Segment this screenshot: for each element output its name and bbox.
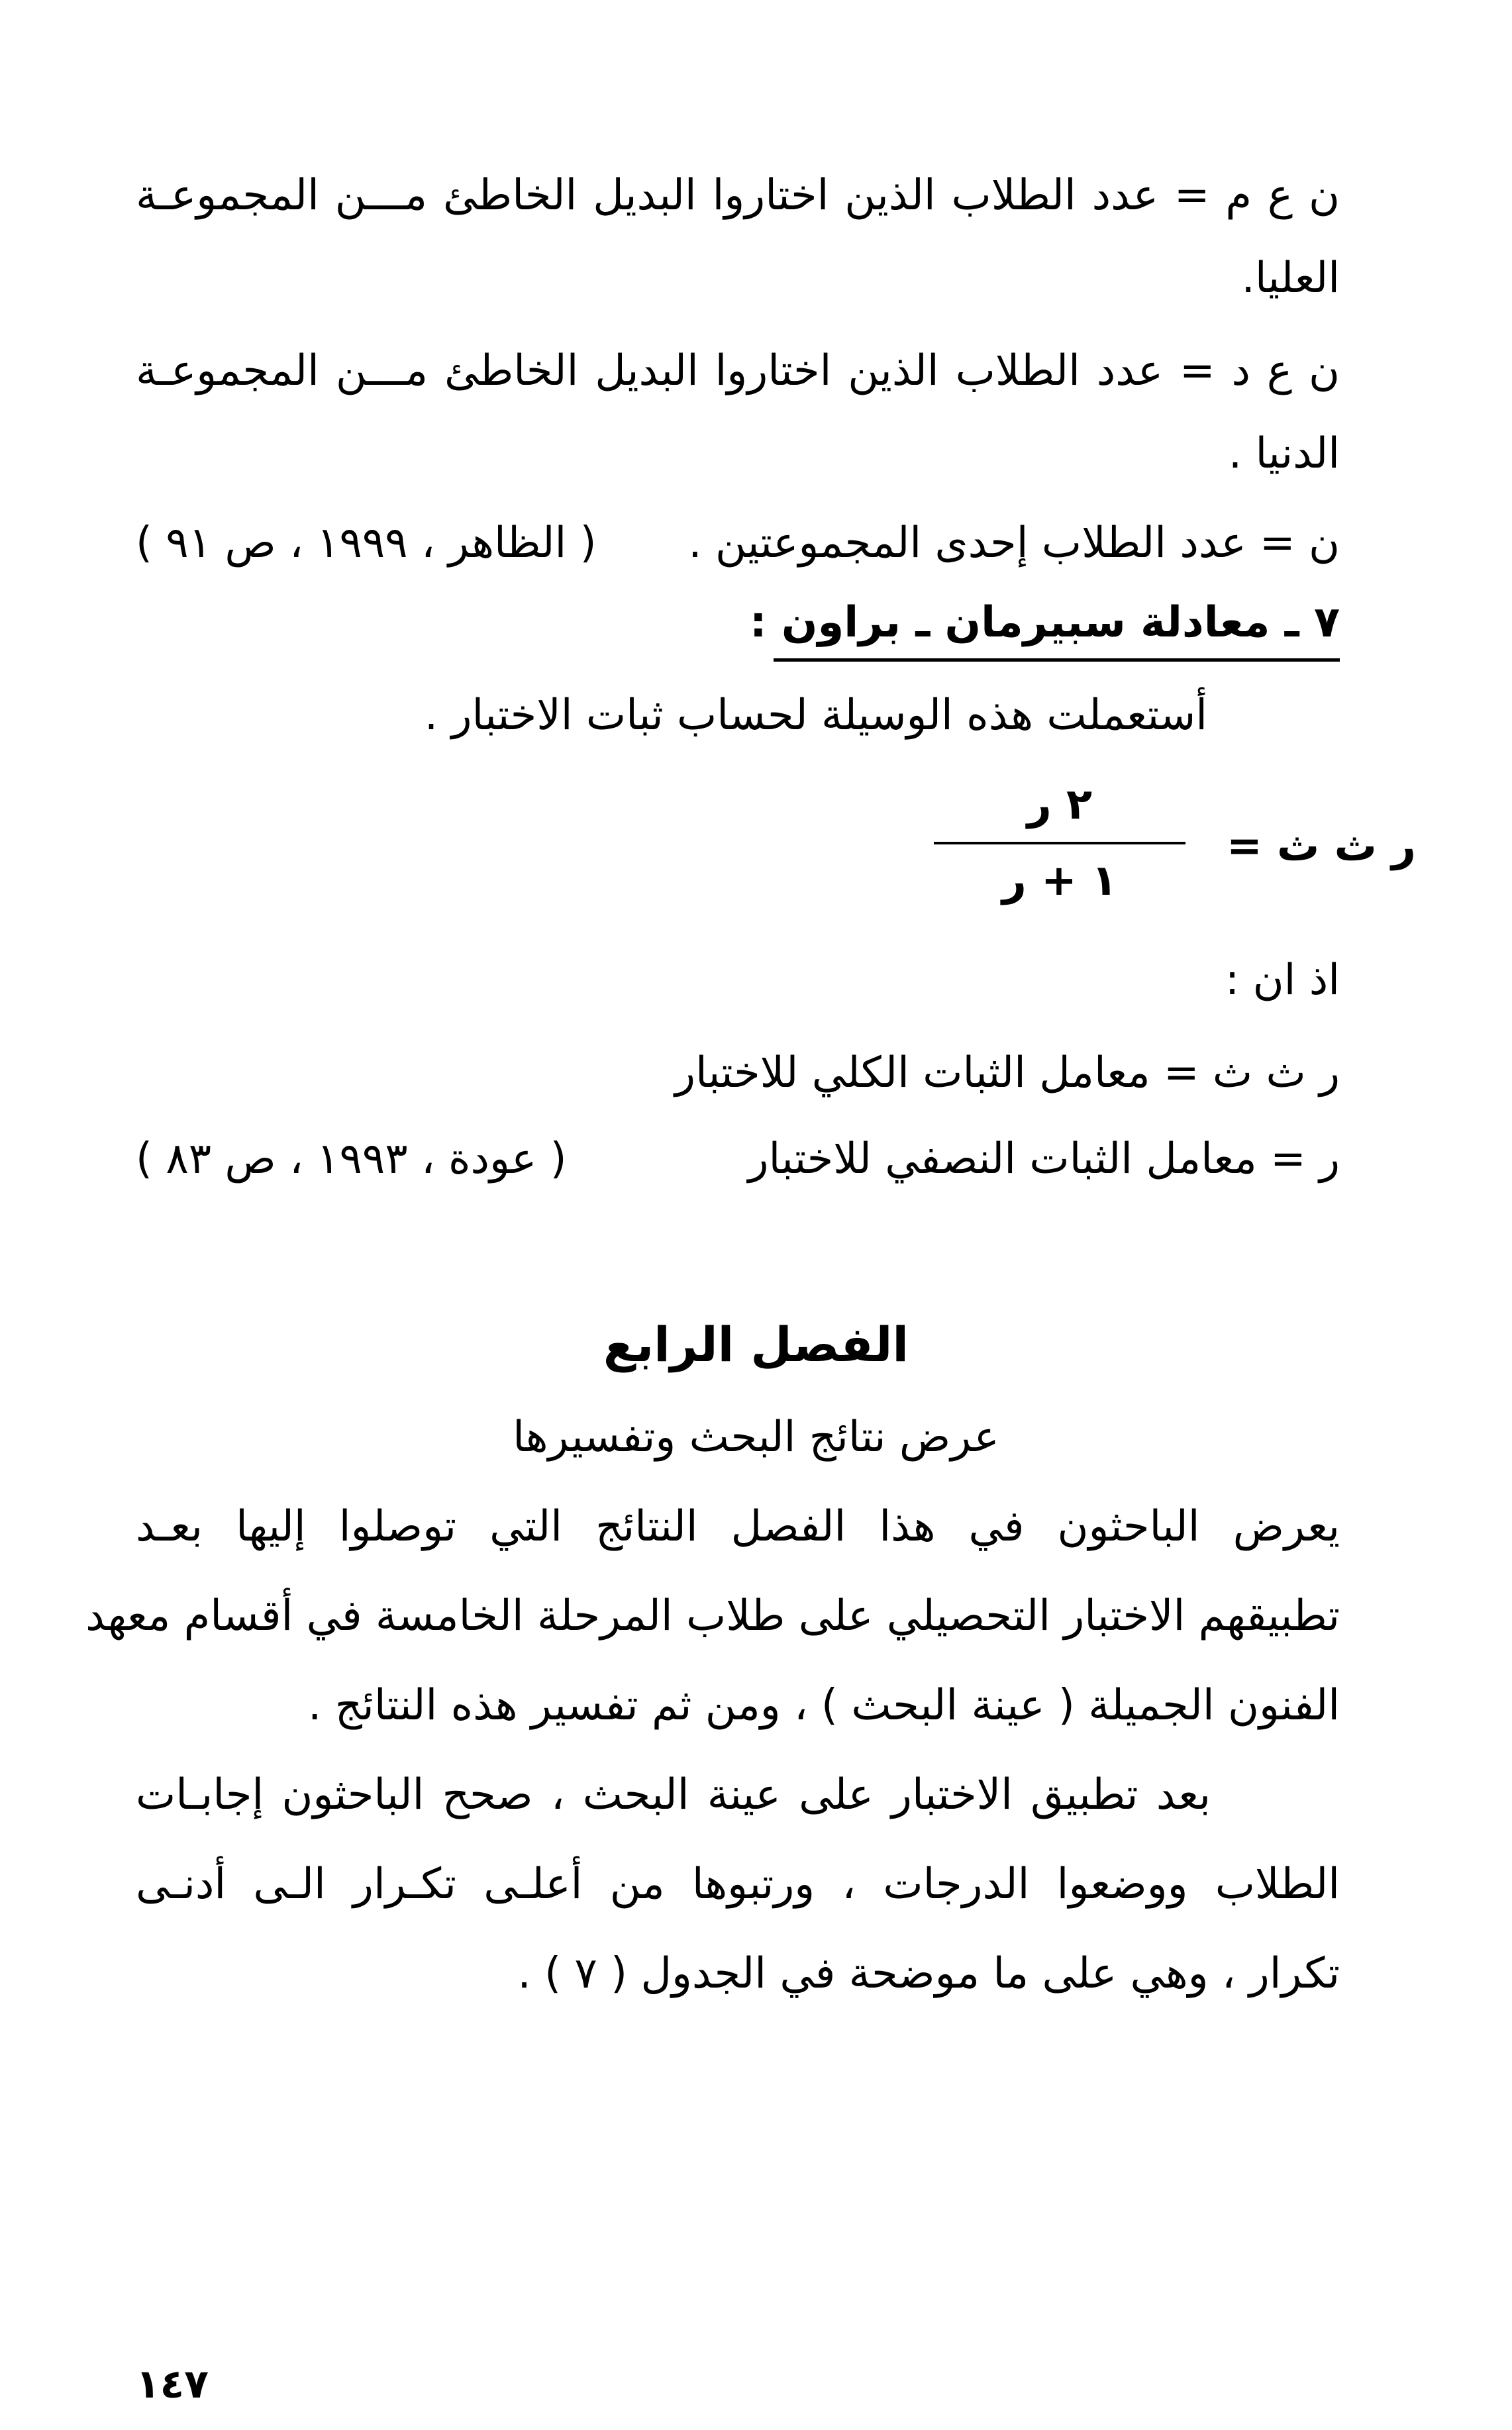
- formula-denominator: ١ + ر: [1001, 856, 1118, 905]
- variable-r-definition: ر = معامل الثبات النصفي للاختبار: [748, 1135, 1340, 1184]
- paragraph-1-line-2: تطبيقهم الاختبار التحصيلي على طلاب المرحلة الخامسة في أقسام معهد: [85, 1592, 1340, 1641]
- paragraph-1-line-3: الفنون الجميلة ( عينة البحث ) ، ومن ثم تفسير هذه النتائج .: [308, 1681, 1340, 1730]
- paragraph-2-line-2: الطلاب ووضعوا الدرجات ، ورتبوها من أعلـى تكـرار الـى أدنـى: [136, 1860, 1340, 1909]
- formula-numerator: ٢ ر: [1027, 780, 1093, 829]
- chapter-title: الفصل الرابع: [603, 1317, 909, 1372]
- fraction-bar: [934, 842, 1185, 844]
- definition-n: ن = عدد الطلاب إحدى المجموعتين .: [688, 519, 1340, 568]
- formula-lhs: ر ث ث =: [1227, 822, 1416, 871]
- formula-fraction: [934, 778, 1185, 917]
- chapter-subtitle: عرض نتائج البحث وتفسيرها: [513, 1413, 999, 1462]
- definition-nam-line1: ن ع م = عدد الطلاب الذين اختاروا البديل الخاطئ مـــن المجموعـة: [136, 171, 1340, 220]
- section-7-intro: أستعملت هذه الوسيلة لحساب ثبات الاختبار .: [424, 691, 1207, 740]
- paragraph-2-line-3: تكرار ، وهي على ما موضحة في الجدول ( ٧ ) .: [517, 1949, 1340, 1998]
- citation-odeh: ( عودة ، ١٩٩٣ ، ص ٨٣ ): [136, 1135, 567, 1184]
- citation-zaher: ( الظاهر ، ١٩٩٩ ، ص ٩١ ): [136, 519, 597, 568]
- paragraph-2-line-1: بعد تطبيق الاختبار على عينة البحث ، صحح الباحثون إجابـات: [136, 1770, 1211, 1819]
- definition-nad-line2: الدنيا .: [1228, 429, 1340, 478]
- definition-nad-line1: ن ع د = عدد الطلاب الذين اختاروا البديل الخاطئ مـــن المجموعـة: [136, 346, 1340, 395]
- section-7-heading: ٧ ـ معادلة سبيرمان ـ براون :: [774, 589, 1340, 662]
- paragraph-1-line-1: يعرض الباحثون في هذا الفصل النتائج التي توصلوا إليها بعـد: [136, 1502, 1340, 1551]
- variable-rtt-definition: ر ث ث = معامل الثبات الكلي للاختبار: [675, 1048, 1340, 1097]
- where-label: اذ ان :: [1225, 956, 1340, 1005]
- page-number: ١٤٧: [136, 2361, 209, 2407]
- definition-nam-line2: العليا.: [1241, 254, 1340, 303]
